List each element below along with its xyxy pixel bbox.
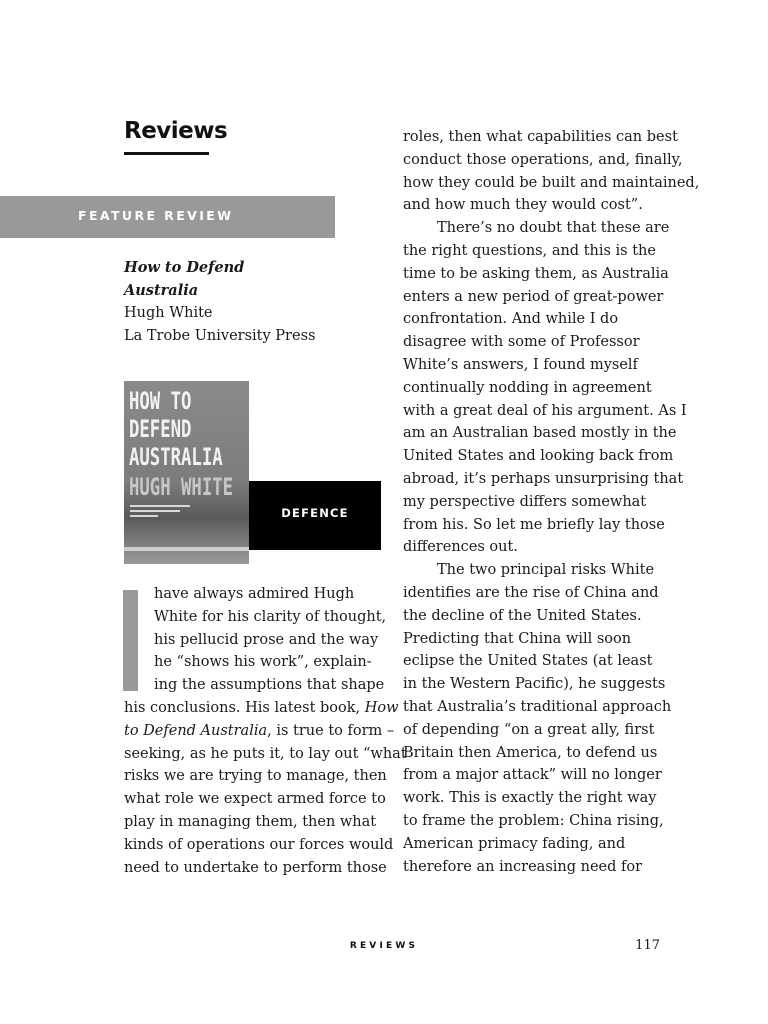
book-meta: [124, 256, 344, 348]
body-text-line: his pellucid prose and the way: [154, 631, 379, 648]
body-text-line: his conclusions. His latest book, How: [124, 699, 399, 716]
page-number: 117: [635, 938, 660, 953]
body-text-line: work. This is exactly the right way: [403, 790, 657, 807]
category-tag: [249, 481, 381, 550]
body-text-line: with a great deal of his argument. As I: [403, 402, 687, 419]
body-text-line: disagree with some of Professor: [403, 334, 640, 351]
body-text-line: Predicting that China will soon: [403, 630, 632, 647]
body-text-line: have always admired Hugh: [154, 586, 355, 602]
body-text-line: ing the assumptions that shape: [154, 677, 385, 694]
cover-stripe: [124, 547, 249, 551]
body-text-line: therefore an increasing need for: [403, 858, 643, 875]
body-text-line: kinds of operations our forces would: [124, 836, 394, 853]
body-text-line: my perspective differs somewhat: [403, 493, 647, 510]
body-text-line: that Australia’s traditional approach: [403, 698, 672, 715]
book-title-line-2: Australia: [124, 282, 199, 299]
body-text-line: play in managing them, then what: [124, 813, 377, 830]
body-text-line: confrontation. And while I do: [403, 311, 619, 328]
body-text-line: to Defend Australia, is true to form –: [124, 722, 395, 739]
feature-review-label: FEATURE REVIEW: [78, 208, 234, 223]
body-text-line: identifies are the rise of China and: [403, 584, 659, 601]
cover-author: HUGH WHITE: [129, 473, 234, 501]
cover-title: HOW TO DEFEND AUSTRALIA: [129, 387, 223, 471]
book-author: Hugh White: [124, 305, 213, 321]
body-text-line: of depending “on a great ally, first: [403, 721, 655, 738]
body-text-line: differences out.: [403, 539, 518, 556]
category-tag-label: DEFENCE: [281, 506, 349, 520]
body-text-line: White for his clarity of thought,: [154, 608, 387, 625]
body-text-line: conduct those operations, and, finally,: [403, 151, 683, 168]
body-text-line: to frame the problem: China rising,: [403, 812, 664, 829]
body-text-line: he “shows his work”, explain-: [154, 654, 372, 671]
body-text-line: from a major attack” will no longer: [403, 767, 662, 784]
cover-blurb-line: [130, 515, 158, 517]
body-text-line: enters a new period of great-power: [403, 288, 664, 305]
book-title-line-1: How to Defend: [124, 259, 245, 276]
body-text-line: United States and looking back from: [403, 448, 674, 465]
body-text-line: There’s no doubt that these are: [437, 220, 670, 237]
body-text-line: American primacy fading, and: [403, 835, 626, 852]
body-text-line: The two principal risks White: [437, 562, 655, 579]
body-text-line: the decline of the United States.: [403, 607, 642, 624]
body-text-line: risks we are trying to manage, then: [124, 768, 387, 785]
footer-section-label: REVIEWS: [349, 941, 419, 951]
body-text-line: need to undertake to perform those: [124, 859, 387, 876]
body-text-line: from his. So let me briefly lay those: [403, 516, 665, 533]
body-text-line: eclipse the United States (at least: [403, 653, 653, 670]
section-title: Reviews: [124, 118, 228, 144]
body-text-line: time to be asking them, as Australia: [403, 265, 669, 282]
book-publisher: La Trobe University Press: [124, 328, 316, 344]
cover-blurb-line: [130, 505, 190, 507]
body-text-line: how they could be built and maintained,: [403, 174, 700, 191]
body-text-line: what role we expect armed force to: [124, 791, 386, 808]
body-column-right: [403, 126, 700, 878]
body-text-line: roles, then what capabilities can best: [403, 129, 678, 145]
section-title-underline: [124, 152, 209, 155]
body-text-line: Britain then America, to defend us: [403, 744, 658, 761]
body-text-line: in the Western Pacific), he suggests: [403, 676, 666, 693]
body-text-line: and how much they would cost”.: [403, 197, 643, 214]
body-text-line: White’s answers, I found myself: [403, 356, 638, 373]
body-text-line: abroad, it’s perhaps unsurprising that: [403, 470, 684, 487]
body-text-line: seeking, as he puts it, to lay out “what: [124, 745, 407, 762]
book-cover-image: [124, 381, 249, 564]
cover-blurb-line: [130, 510, 180, 512]
body-text-line: the right questions, and this is the: [403, 242, 656, 259]
body-text-line: am an Australian based mostly in the: [403, 425, 677, 442]
body-text-line: continually nodding in agreement: [403, 379, 652, 396]
body-column-left: [124, 583, 407, 879]
